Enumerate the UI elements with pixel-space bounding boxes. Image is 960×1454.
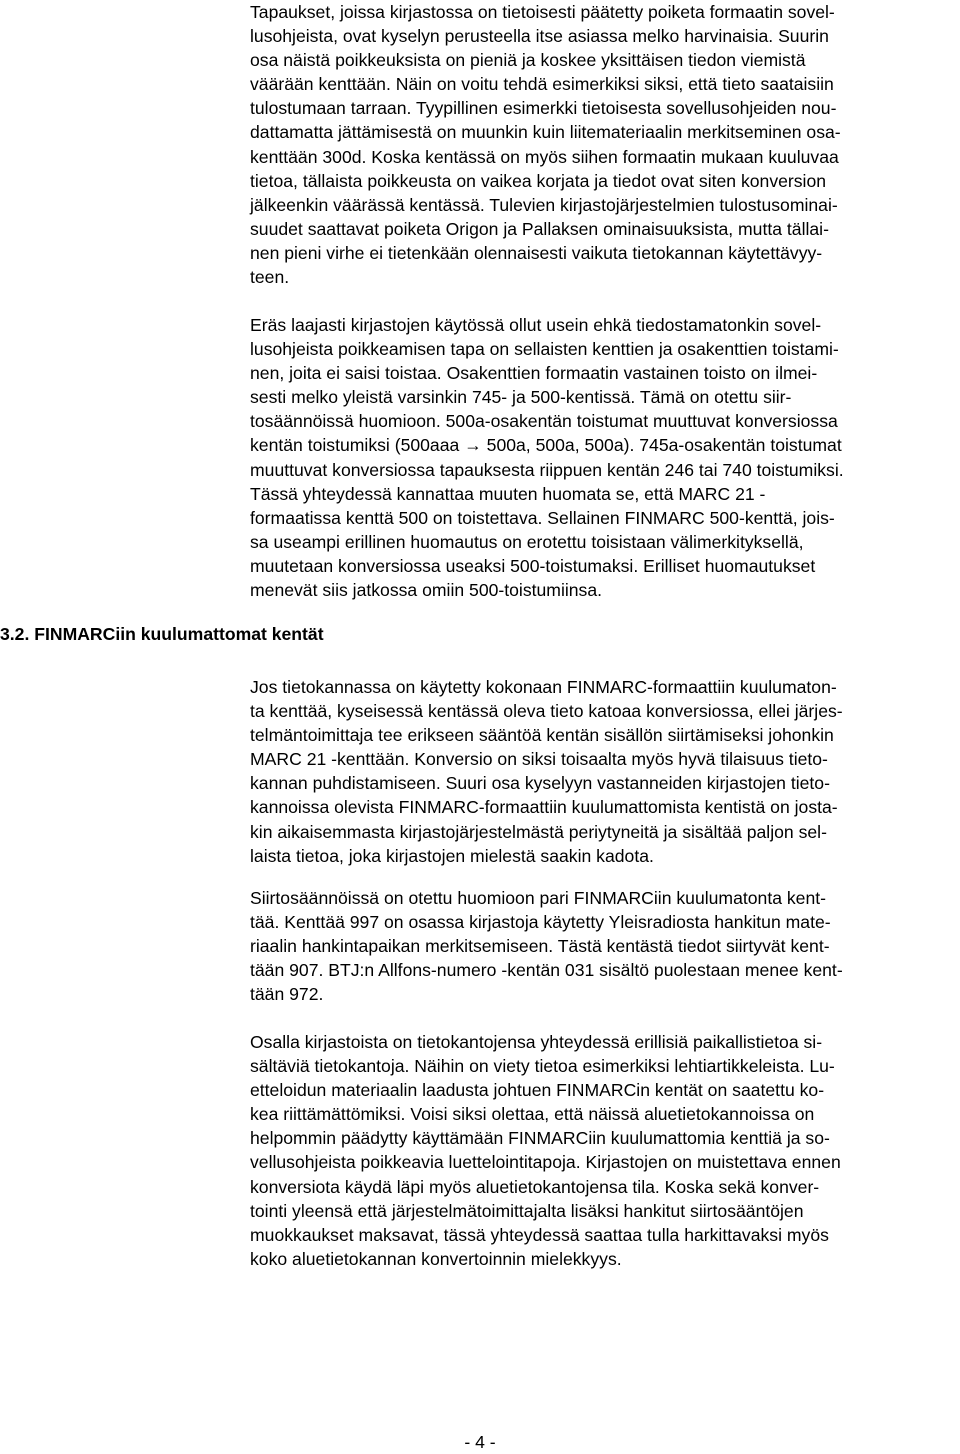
text-line: tää. Kenttää 997 on osassa kirjastoja käytetty Yleisradiosta hankitun mate- <box>250 912 831 933</box>
page-number: - 4 - <box>464 1432 496 1452</box>
text-line: ta kenttää, kyseisessä kentässä oleva tieto katoaa konversiossa, ellei järjes- <box>250 701 843 722</box>
text-line: formaatissa kenttä 500 on toistettava. Sellainen FINMARC 500-kenttä, jois- <box>250 507 835 528</box>
text-line: kin aikaisemmasta kirjastojärjestelmästä periytyneitä ja sisältää paljon sel- <box>250 821 827 842</box>
text-line: lusohjeista poikkeamisen tapa on sellaisten kenttien ja osakenttien toistami- <box>250 339 839 360</box>
text-line: teen. <box>250 267 290 288</box>
text-line: MARC 21 -kenttään. Konversio on siksi toisaalta myös hyvä tilaisuus tieto- <box>250 749 828 770</box>
text-line: Jos tietokannassa on käytetty kokonaan FINMARC-formaattiin kuulumaton- <box>250 677 837 697</box>
text-line: menevät siis jatkossa omiin 500-toistumiinsa. <box>250 580 603 601</box>
text-line: sa useampi erillinen huomautus on erotettu toisistaan välimerkityksellä, <box>250 531 804 552</box>
text-line: riaalin hankintapaikan merkitsemiseen. Tästä kentästä tiedot siirtyvät kent- <box>250 936 830 957</box>
text-line: Tapaukset, joissa kirjastossa on tietoisesti päätetty poiketa formaatin sovel- <box>250 2 835 22</box>
paragraph-4 <box>250 886 956 1006</box>
text-line: tään 972. <box>250 984 324 1005</box>
text-line: kea riittämättömiksi. Voisi siksi olettaa, että näissä aluetietokannoissa on <box>250 1104 815 1125</box>
section-heading: 3.2. FINMARCiin kuulumattomat kentät <box>0 624 324 644</box>
text-line: koko aluetietokannan konvertoinnin mielekkyys. <box>250 1248 622 1269</box>
text-line: muuttuvat konversiossa tapauksesta riippuen kentän 246 tai 740 toistumiksi. <box>250 459 844 480</box>
text-line: vellusohjeista poikkeavia luettelointitapoja. Kirjastojen on muistettava ennen <box>250 1152 841 1173</box>
text-line: tosäännöissä huomioon. 500a-osakentän toistumat muuttuvat konversiossa <box>250 411 838 432</box>
text-line: nen, joita ei saisi toistaa. Osakenttien formaatin vastainen toisto on ilmei- <box>250 363 818 384</box>
text-line: kentän toistumiksi (500aaa → 500a, 500a, 500a). 745a-osakentän toistumat <box>250 435 842 456</box>
text-line: Siirtosäännöissä on otettu huomioon pari FINMARCiin kuulumatonta kent- <box>250 888 826 908</box>
text-line: nen pieni virhe ei tietenkään olennaisesti vaikuta tietokannan käytettävyy- <box>250 242 823 263</box>
text-line: konversiota käydä läpi myös aluetietokantojensa tila. Koska sekä konver- <box>250 1176 820 1197</box>
paragraph-1 <box>250 0 956 289</box>
text-line: osa näistä poikkeuksista on pieniä ja koskee yksittäisen tiedon viemistä <box>250 50 806 71</box>
text-line: laista tietoa, joka kirjastojen mielestä saakin kadota. <box>250 845 654 866</box>
text-line: kannoissa olevista FINMARC-formaattiin kuulumattomista kentistä on josta- <box>250 797 838 818</box>
text-line: kenttään 300d. Koska kentässä on myös siihen formaatin mukaan kuuluvaa <box>250 146 839 167</box>
paragraph-3 <box>250 675 956 868</box>
text-line: jälkeenkin väärässä kentässä. Tulevien kirjastojärjestelmien tulostusominai- <box>250 194 838 215</box>
text-line: muutetaan konversiossa useaksi 500-toistumaksi. Erilliset huomautukset <box>250 555 816 576</box>
text-line: suudet saattavat poiketa Origon ja Pallaksen ominaisuuksista, mutta tällai- <box>250 218 829 239</box>
text-line: Tässä yhteydessä kannattaa muuten huomata se, että MARC 21 - <box>250 483 766 504</box>
text-line: Osalla kirjastoista on tietokantojensa yhteydessä erillisiä paikallistietoa si- <box>250 1032 823 1052</box>
text-line: väärään kenttään. Näin on voitu tehdä esimerkiksi siksi, että tieto saataisiin <box>250 74 834 95</box>
text-line: sesti melko yleistä varsinkin 745- ja 500-kentissä. Tämä on otettu siir- <box>250 387 792 408</box>
text-line: dattamatta jättämisestä on muunkin kuin liitemateriaalin merkitseminen osa- <box>250 122 841 143</box>
text-line: Eräs laajasti kirjastojen käytössä ollut usein ehkä tiedostamatonkin sovel- <box>250 315 822 335</box>
paragraph-5 <box>250 1030 956 1271</box>
text-line: tointi yleensä että järjestelmätoimittajalta lisäksi hankitut siirtosääntöjen <box>250 1200 804 1221</box>
text-line: tietoa, tällaista poikkeusta on vaikea korjata ja tiedot ovat siten konversion <box>250 170 827 191</box>
text-line: tulostumaan tarraan. Tyypillinen esimerkki tietoisesta sovellusohjeiden nou- <box>250 98 837 119</box>
paragraph-2 <box>250 313 956 602</box>
text-line: lusohjeista, ovat kyselyn perusteella itse asiassa melko harvinaisia. Suurin <box>250 26 829 47</box>
text-line: kannan puhdistamiseen. Suuri osa kyselyyn vastanneiden kirjastojen tieto- <box>250 773 830 794</box>
text-line: tään 907. BTJ:n Allfons-numero -kentän 031 sisältö puolestaan menee kent- <box>250 960 843 981</box>
text-line: helpommin päädytty käyttämään FINMARCiin kuulumattomia kenttiä ja so- <box>250 1128 830 1149</box>
text-line: etteloidun materiaalin laadusta johtuen FINMARCin kentät on saatettu ko- <box>250 1080 825 1101</box>
text-line: telmäntoimittaja tee erikseen sääntöä kentän sisällön siirtämiseksi johonkin <box>250 725 834 746</box>
text-line: muokkaukset maksavat, tässä yhteydessä saattaa tulla harkittavaksi myös <box>250 1224 829 1245</box>
text-line: sältäviä tietokantoja. Näihin on viety tietoa esimerkiksi lehtiartikkeleista. Lu- <box>250 1056 835 1077</box>
